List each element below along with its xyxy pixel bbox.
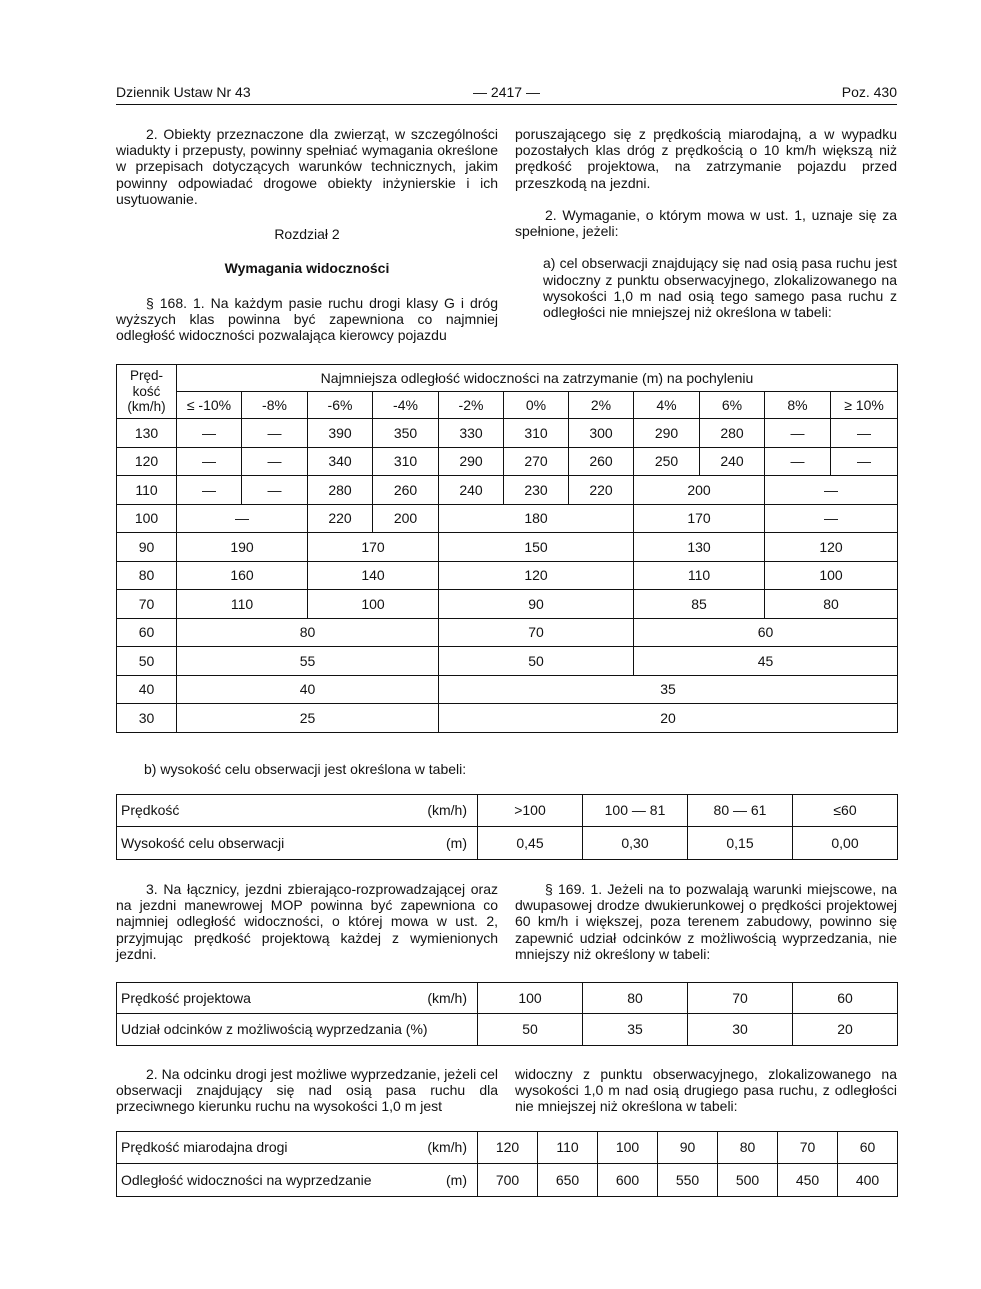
table-cell: 80 (583, 983, 688, 1014)
table-cell: 50 (439, 647, 634, 676)
table-cell: — (177, 476, 242, 505)
speed-cell: 120 (117, 447, 177, 476)
grade-header: 4% (634, 392, 700, 419)
table-cell: 60 (838, 1132, 898, 1164)
table-cell: — (177, 447, 242, 476)
table-cell: 40 (177, 675, 439, 704)
table-cell: 290 (634, 419, 700, 448)
paragraph-169-2: 2. Na odcinku drogi jest możliwe wyprzedzanie, jeżeli cel obserwacji znajdujący się nad osią pasa ruchu dla przeciwnego kierunku ruchu na wysokości 1,0 m jest (116, 1066, 498, 1115)
table-cell: 200 (373, 504, 439, 533)
table-cell: — (242, 447, 308, 476)
overtaking-distance-label: Odległość widoczności na wyprzedzanie (121, 1171, 372, 1188)
grade-header: 0% (504, 392, 569, 419)
paragraph-169-2-cont-block (515, 1066, 897, 1115)
table-cell: 80 (177, 618, 439, 647)
table-cell: 280 (308, 476, 373, 505)
table-cell: 310 (373, 447, 439, 476)
table-row (117, 533, 898, 562)
table-cell: — (765, 447, 831, 476)
table-cell: 130 (634, 533, 765, 562)
table-cell: — (765, 476, 898, 505)
table-cell: 80 — 61 (688, 795, 793, 827)
table-cell: 30 (688, 1014, 793, 1046)
table-cell: 200 (634, 476, 765, 505)
table-row (117, 983, 898, 1014)
table-cell: 85 (634, 590, 765, 619)
table-cell: 390 (308, 419, 373, 448)
left-column-top (116, 126, 498, 343)
grade-header: ≤ -10% (177, 392, 242, 419)
table-cell: 70 (778, 1132, 838, 1164)
row-label (117, 1164, 478, 1197)
position-number: Poz. 430 (841, 84, 897, 100)
table-row (117, 675, 898, 704)
table-cell: 45 (634, 647, 898, 676)
paragraph-168-2: 2. Wymaganie, o którym mowa w ust. 1, uznaje się za spełnione, jeżeli: (515, 206, 897, 240)
table-cell: — (242, 419, 308, 448)
table-cell: 170 (634, 504, 765, 533)
paragraph-169-1: § 169. 1. Jeżeli na to pozwalają warunki miejscowe, na dwupasowej drodze dwukierunkowej o prędkości projektowej 60 km/h i większej, poza terenem zabudowy, powinno się zapewnić udział odcinków z możliwością wyprzedzania, nie mniejszy niż określony w tabeli: (515, 881, 897, 962)
table-cell: 80 (765, 590, 898, 619)
table-row (117, 504, 898, 533)
table-cell: 120 (439, 561, 634, 590)
table-row (117, 1132, 898, 1164)
table-row (117, 590, 898, 619)
table-cell: 35 (439, 675, 898, 704)
table-cell: 20 (793, 1014, 898, 1046)
table-row (117, 795, 898, 827)
grade-header: 2% (569, 392, 634, 419)
table-cell: 70 (688, 983, 793, 1014)
table-cell: 0,00 (793, 827, 898, 860)
overtaking-sight-distance-table (116, 1131, 898, 1197)
item-a: a) cel obserwacji znajdujący się nad osią pasa ruchu jest widoczny z punktu obserwacyjnego, zlokalizowanego na wysokości 1,0 m nad osią tego samego pasa ruchu z odległości nie mniejszej niż określona w tabeli: (543, 255, 897, 321)
target-height-table (116, 794, 898, 860)
table-cell: 240 (439, 476, 504, 505)
table-cell: 25 (177, 704, 439, 733)
chapter-title: Wymagania widoczności (224, 260, 390, 277)
grade-header: -8% (242, 392, 308, 419)
speed-column-header: Pręd- kość (km/h) (117, 365, 177, 419)
table-row (117, 647, 898, 676)
table-cell: ≤60 (793, 795, 898, 827)
chapter-number: Rozdział 2 (274, 226, 340, 243)
running-header (116, 84, 897, 104)
row-label (117, 983, 478, 1014)
table-cell: 700 (478, 1164, 538, 1197)
speed-cell: 30 (117, 704, 177, 733)
table-cell: 550 (658, 1164, 718, 1197)
table1-title: Najmniejsza odległość widoczności na zatrzymanie (m) na pochyleniu (177, 365, 898, 392)
grade-header: 6% (700, 392, 765, 419)
table-cell: — (765, 419, 831, 448)
table-cell: 100 (478, 983, 583, 1014)
unit-label: (km/h) (427, 989, 467, 1006)
table-cell: 110 (538, 1132, 598, 1164)
paragraph-168-1: § 168. 1. Na każdym pasie ruchu drogi klasy G i dróg wyższych klas powinna być zapewniona co najmniej odległość widoczności pozwalająca kierowcy pojazdu (116, 294, 498, 344)
share-label: Udział odcinków z możliwością wyprzedzania (%) (117, 1014, 478, 1046)
table-cell: — (831, 419, 898, 448)
journal-title: Dziennik Ustaw Nr 43 (116, 84, 251, 100)
grade-header: -4% (373, 392, 439, 419)
table-cell: 290 (439, 447, 504, 476)
paragraph-168-3-block (116, 881, 498, 962)
table-row (117, 447, 898, 476)
table-cell: 70 (439, 618, 634, 647)
table-cell: 140 (308, 561, 439, 590)
table-cell: — (831, 447, 898, 476)
table-cell: — (242, 476, 308, 505)
table-cell: 400 (838, 1164, 898, 1197)
unit-label: (km/h) (427, 802, 467, 819)
paragraph-169-2-block (116, 1066, 498, 1115)
unit-label: (m) (446, 1171, 467, 1188)
paragraph-169-1-block (515, 881, 897, 962)
design-speed-label: Prędkość projektowa (121, 989, 251, 1006)
item-a-list (515, 255, 897, 320)
paragraph-169-2-continuation: widoczny z punktu obserwacyjnego, zlokalizowanego na wysokości 1,0 m nad osią drugiego pasa ruchu, z odległości nie mniejszej niż określona w tabeli: (515, 1066, 897, 1115)
table-cell: 170 (308, 533, 439, 562)
table-cell: 450 (778, 1164, 838, 1197)
table-cell: — (177, 504, 308, 533)
page-number: — 2417 — (473, 84, 540, 100)
speed-cell: 80 (117, 561, 177, 590)
speed-cell: 60 (117, 618, 177, 647)
table-cell: 20 (439, 704, 898, 733)
table-cell: 0,15 (688, 827, 793, 860)
table-cell: 260 (373, 476, 439, 505)
table-cell: — (177, 419, 242, 448)
table-cell: 350 (373, 419, 439, 448)
row-label (117, 827, 478, 860)
table-cell: 650 (538, 1164, 598, 1197)
table-cell: 180 (439, 504, 634, 533)
table-cell: 230 (504, 476, 569, 505)
table-cell: 80 (718, 1132, 778, 1164)
speed-cell: 90 (117, 533, 177, 562)
header-rule (116, 104, 897, 105)
speed-cell: 130 (117, 419, 177, 448)
unit-label: (km/h) (427, 1139, 467, 1156)
row-label (117, 795, 478, 827)
table-cell: 220 (569, 476, 634, 505)
table-cell: 240 (700, 447, 765, 476)
table-cell: 310 (504, 419, 569, 448)
table-cell: 110 (634, 561, 765, 590)
table-cell: 60 (793, 983, 898, 1014)
table-cell: 100 (308, 590, 439, 619)
table-cell: 150 (439, 533, 634, 562)
table-cell: 0,30 (583, 827, 688, 860)
overtaking-share-table (116, 982, 898, 1046)
speed-cell: 40 (117, 675, 177, 704)
table-row (117, 419, 898, 448)
grade-header: 8% (765, 392, 831, 419)
row-label (117, 1132, 478, 1164)
item-b: b) wysokość celu obserwacji jest określona w tabeli: (144, 761, 467, 777)
right-column-top (515, 126, 897, 320)
grade-header: -6% (308, 392, 373, 419)
table-cell: 160 (177, 561, 308, 590)
height-label: Wysokość celu obserwacji (121, 834, 285, 851)
table-cell: 120 (765, 533, 898, 562)
table-cell: 100 (598, 1132, 658, 1164)
table-cell: 600 (598, 1164, 658, 1197)
paragraph-continuation: poruszającego się z prędkością miarodajną, a w wypadku pozostałych klas dróg z prędkością o 10 km/h większą niż prędkość projektowa, na zatrzymanie pojazdu przed przeszkodą na jezdni. (515, 126, 897, 191)
table-cell: 35 (583, 1014, 688, 1046)
table-cell: 60 (634, 618, 898, 647)
grade-header: ≥ 10% (831, 392, 898, 419)
speed-cell: 50 (117, 647, 177, 676)
grade-header: -2% (439, 392, 504, 419)
table-cell: — (765, 504, 898, 533)
table-cell: 280 (700, 419, 765, 448)
table-cell: 500 (718, 1164, 778, 1197)
table-cell: 120 (478, 1132, 538, 1164)
table-cell: 55 (177, 647, 439, 676)
speed-cell: 110 (117, 476, 177, 505)
table-cell: >100 (478, 795, 583, 827)
table-row (117, 1014, 898, 1046)
table-cell: 220 (308, 504, 373, 533)
table-cell: 100 — 81 (583, 795, 688, 827)
unit-label: (m) (446, 834, 467, 851)
table-cell: 90 (439, 590, 634, 619)
table-cell: 190 (177, 533, 308, 562)
table-row (117, 827, 898, 860)
speed-cell: 70 (117, 590, 177, 619)
table-cell: 100 (765, 561, 898, 590)
speed-label: Prędkość (121, 802, 180, 819)
paragraph-168-3: 3. Na łącznicy, jezdni zbierająco-rozprowadzającej oraz na jezdni manewrowej MOP powinna być zapewniona co najmniej odległość widoczności, o której mowa w ust. 2, przyjmując prędkość projektową każdej z wymienionych jezdni. (116, 881, 498, 962)
table-row (117, 618, 898, 647)
table-cell: 270 (504, 447, 569, 476)
stopping-sight-distance-table (116, 364, 898, 733)
road-speed-label: Prędkość miarodajna drogi (121, 1139, 288, 1156)
table-cell: 300 (569, 419, 634, 448)
table-cell: 250 (634, 447, 700, 476)
table-cell: 90 (658, 1132, 718, 1164)
table-cell: 260 (569, 447, 634, 476)
table-cell: 50 (478, 1014, 583, 1046)
paragraph-animal-objects: 2. Obiekty przeznaczone dla zwierząt, w szczególności wiadukty i przepusty, powinny spełniać wymagania określone w przepisach dotyczących warunków technicznych, jakim powinny odpowiadać drogowe obiekty inżynierskie i ich usytuowanie. (116, 126, 498, 207)
table-cell: 0,45 (478, 827, 583, 860)
table-row (117, 561, 898, 590)
speed-cell: 100 (117, 504, 177, 533)
table-row (117, 704, 898, 733)
table-cell: 330 (439, 419, 504, 448)
table-cell: 110 (177, 590, 308, 619)
table-cell: 340 (308, 447, 373, 476)
table-row (117, 1164, 898, 1197)
table-row (117, 476, 898, 505)
